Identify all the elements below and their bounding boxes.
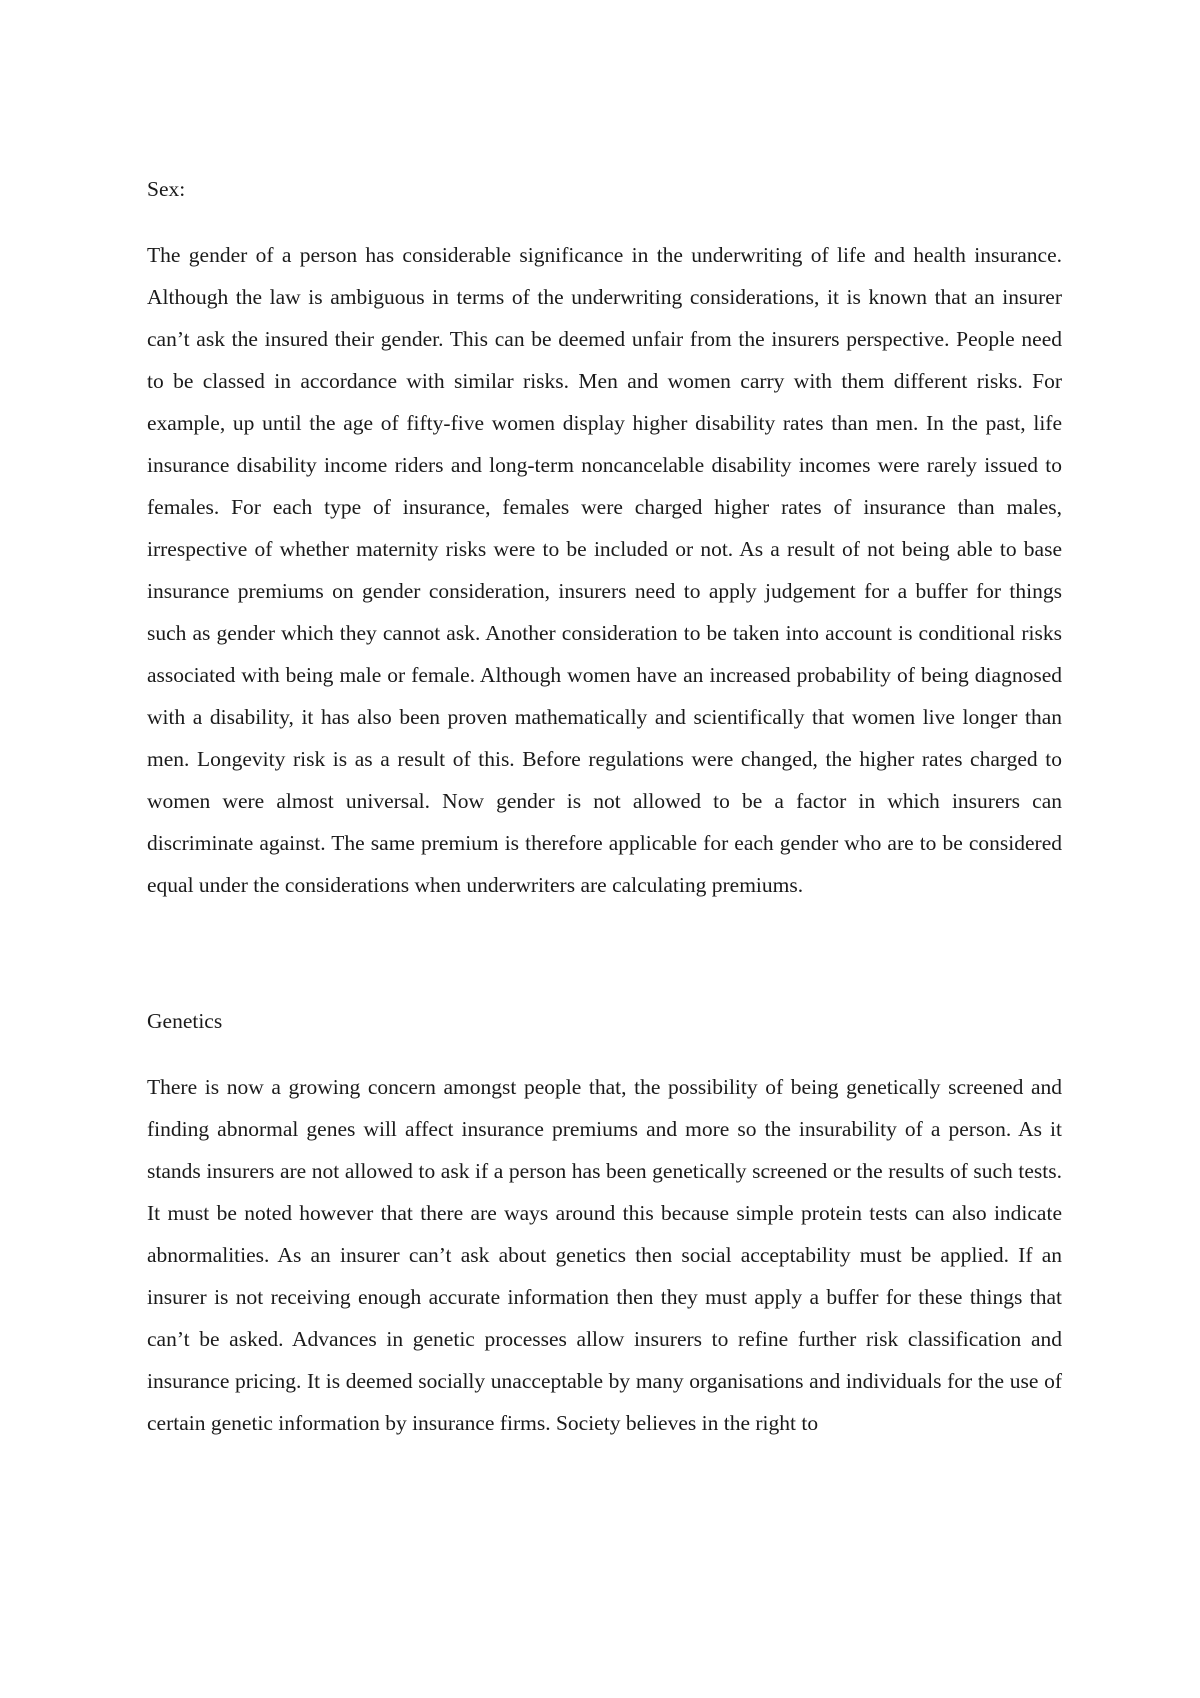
- section-body-sex: The gender of a person has considerable significance in the underwriting of life and health insurance. Although the law is ambiguous in terms of the underwriting considerations, it is known that an insurer can’t ask the insured their gender. This can be deemed unfair from the insurers perspective. People need to be classed in accordance with similar risks. Men and women carry with them different risks. For example, up until the age of fifty-five women display higher disability rates than men. In the past, life insurance disability income riders and long-term noncancelable disability incomes were rarely issued to females. For each type of insurance, females were charged higher rates of insurance than males, irrespective of whether maternity risks were to be included or not. As a result of not being able to base insurance premiums on gender consideration, insurers need to apply judgement for a buffer for things such as gender which they cannot ask. Another consideration to be taken into account is conditional risks associated with being male or female. Although women have an increased probability of being diagnosed with a disability, it has also been proven mathematically and scientifically that women live longer than men. Longevity risk is as a result of this. Before regulations were changed, the higher rates charged to women were almost universal. Now gender is not allowed to be a factor in which insurers can discriminate against. The same premium is therefore applicable for each gender who are to be considered equal under the considerations when underwriters are calculating premiums.: [147, 243, 1062, 897]
- section-heading-sex: Sex:: [147, 177, 186, 201]
- section-genetics: [147, 1000, 1062, 1444]
- section-sex: [147, 168, 1062, 906]
- section-heading-genetics: Genetics: [147, 1009, 223, 1033]
- section-body-genetics: There is now a growing concern amongst people that, the possibility of being genetically screened and finding abnormal genes will affect insurance premiums and more so the insurability of a person. As it stands insurers are not allowed to ask if a person has been genetically screened or the results of such tests. It must be noted however that there are ways around this because simple protein tests can also indicate abnormalities. As an insurer can’t ask about genetics then social acceptability must be applied. If an insurer is not receiving enough accurate information then they must apply a buffer for these things that can’t be asked. Advances in genetic processes allow insurers to refine further risk classification and insurance pricing. It is deemed socially unacceptable by many organisations and individuals for the use of certain genetic information by insurance firms. Society believes in the right to: [147, 1075, 1062, 1435]
- document-page: [147, 168, 1062, 1444]
